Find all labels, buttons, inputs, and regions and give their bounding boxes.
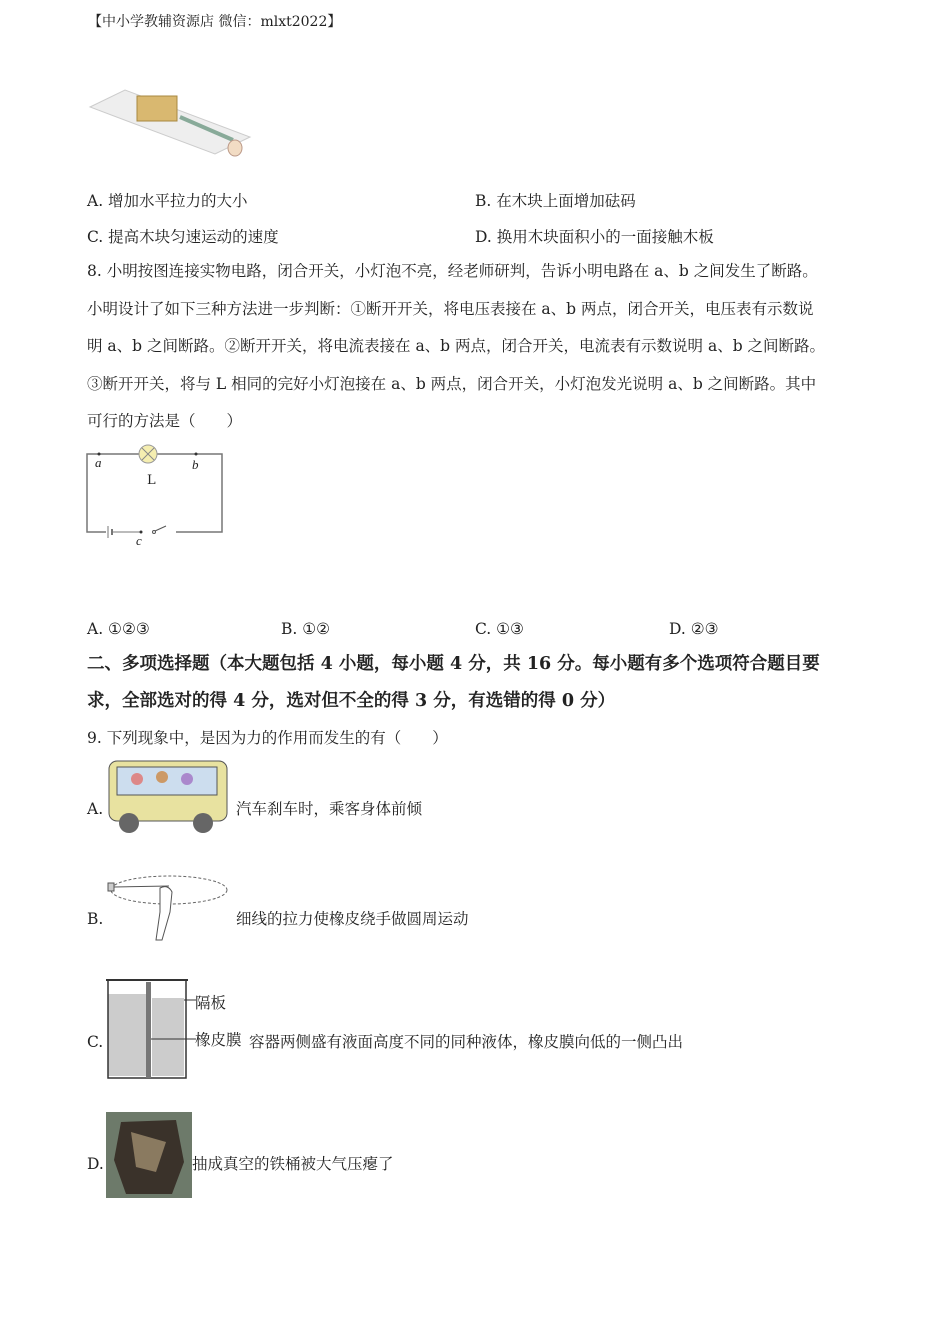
q9-option-b-label: B.	[87, 910, 104, 928]
partition-label: 隔板	[195, 994, 227, 1012]
q7-option-b: B. 在木块上面增加砝码	[475, 192, 636, 210]
q9-option-a-label: A.	[87, 800, 104, 818]
block-friction-figure	[85, 82, 255, 162]
q8-line: ③断开开关，将与 L 相同的完好小灯泡接在 a、b 两点，闭合开关，小灯泡发光说明 a、b 之间断路。其中	[87, 375, 817, 393]
crushed-iron-bucket-image	[106, 1112, 192, 1198]
container-partition-figure	[104, 976, 244, 1082]
q8-option-d: D. ②③	[669, 620, 719, 638]
q8-line: 明 a、b 之间断路。②断开开关，将电流表接在 a、b 两点，闭合开关，电流表有示数说明 a、b 之间断路。	[87, 337, 826, 355]
q9-option-d-label: D.	[87, 1155, 104, 1173]
circuit-diagram	[84, 440, 234, 550]
q7-option-d: D. 换用木块面积小的一面接触木板	[475, 228, 714, 246]
q9-option-d-text: 抽成真空的铁桶被大气压瘪了	[192, 1155, 394, 1173]
q7-option-c: C. 提高木块匀速运动的速度	[87, 228, 279, 246]
q8-line: 可行的方法是（ ）	[87, 412, 243, 430]
eraser-circular-motion-image	[105, 870, 230, 945]
q9-option-c-label: C.	[87, 1033, 104, 1051]
point-b-label: b	[192, 457, 199, 472]
q9-option-c-text: 容器两侧盛有液面高度不同的同种液体，橡皮膜向低的一侧凸出	[249, 1033, 684, 1051]
section-heading: 二、多项选择题（本大题包括 4 小题，每小题 4 分，共 16 分。每小题有多个选项符合题目要	[87, 654, 820, 674]
q9-stem: 9. 下列现象中，是因为力的作用而发生的有（ ）	[87, 729, 448, 747]
q8-option-c: C. ①③	[475, 620, 524, 638]
q8-line: 小明设计了如下三种方法进一步判断：①断开开关，将电压表接在 a、b 两点，闭合开关，电压表有示数说	[87, 300, 814, 318]
q8-line: 8. 小明按图连接实物电路，闭合开关，小灯泡不亮，经老师研判，告诉小明电路在 a、b 之间发生了断路。	[87, 262, 818, 280]
point-a-label: a	[95, 455, 102, 470]
q8-option-b: B. ①②	[281, 620, 331, 638]
lamp-label: L	[147, 473, 156, 488]
q8-option-a: A. ①②③	[87, 620, 150, 638]
point-c-label: c	[136, 533, 142, 548]
q9-option-a-text: 汽车刹车时，乘客身体前倾	[236, 800, 423, 818]
bus-passengers-image	[107, 757, 229, 837]
header-watermark: 【中小学教辅资源店 微信：mlxt2022】	[88, 14, 342, 30]
rubber-membrane-label: 橡皮膜	[195, 1031, 242, 1049]
section-heading: 求，全部选对的得 4 分，选对但不全的得 3 分，有选错的得 0 分）	[87, 691, 616, 711]
q7-option-a: A. 增加水平拉力的大小	[87, 192, 248, 210]
q9-option-b-text: 细线的拉力使橡皮绕手做圆周运动	[236, 910, 469, 928]
